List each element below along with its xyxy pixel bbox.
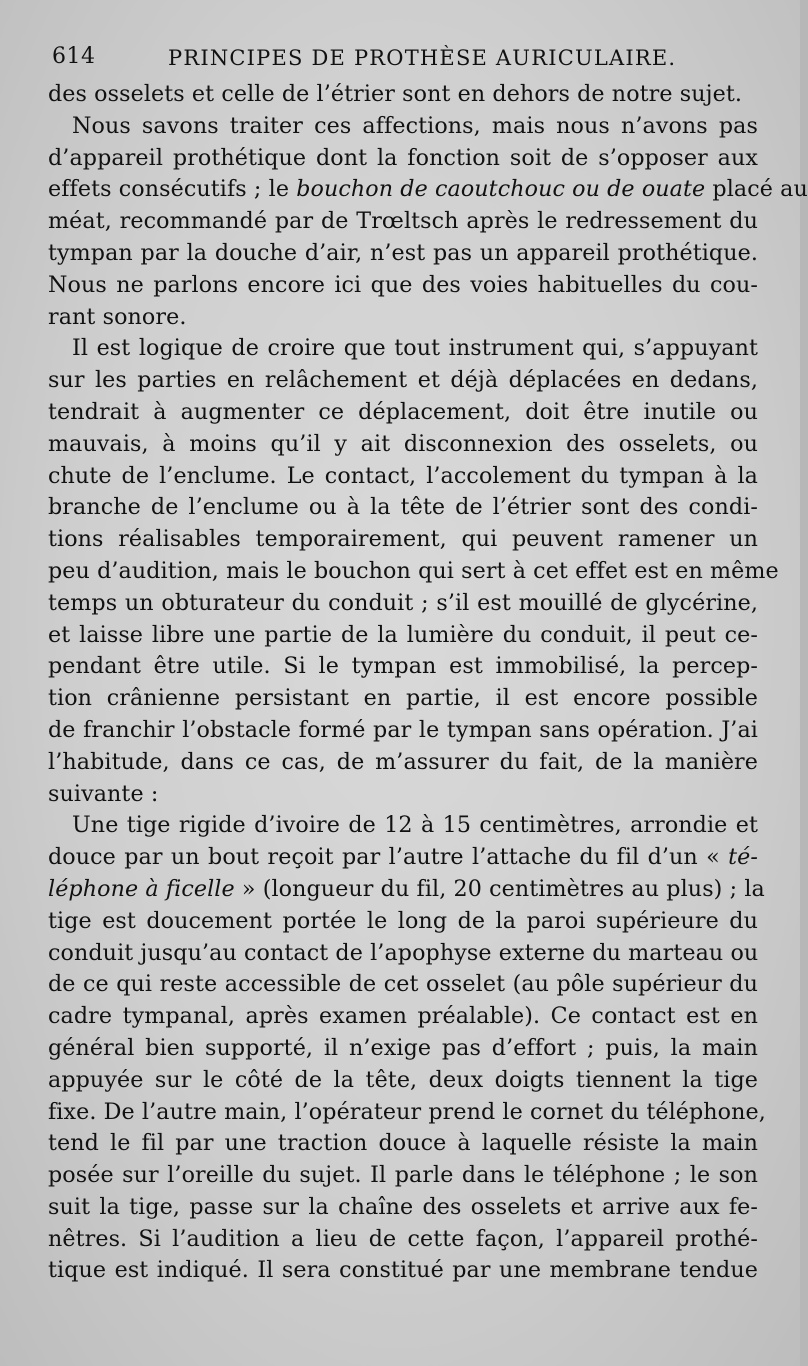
text-line: sur les parties en relâchement et déjà déplacées en dedans, [48,367,758,394]
text-line: de franchir l’obstacle formé par le tympan sans opération. J’ai [48,716,758,743]
text-line: tige est doucement portée le long de la paroi supérieure du [48,907,758,934]
text-line: général bien supporté, il n’exige pas d’effort ; puis, la main [48,1034,758,1061]
text-line: mauvais, à moins qu’il y ait disconnexion des osselets, ou [48,430,758,457]
text-line: de ce qui reste accessible de cet osselet (au pôle supérieur du [48,971,758,998]
text-line: Nous savons traiter ces affections, mais nous n’avons pas [72,112,758,139]
text-line: douce par un bout reçoit par l’autre l’attache du fil d’un « té- [48,844,758,871]
running-head: PRINCIPES DE PROTHÈSE AURICULAIRE. [168,46,677,70]
text-line: tions réalisables temporairement, qui peuvent ramener un [48,526,758,553]
text-line: tend le fil par une traction douce à laquelle résiste la main [48,1130,758,1157]
text-line: temps un obturateur du conduit ; s’il est mouillé de glycérine, [48,589,758,616]
text-line: chute de l’enclume. Le contact, l’accolement du tympan à la [48,462,758,489]
text-line: d’appareil prothétique dont la fonction soit de s’opposer aux [48,144,758,171]
text-line: méat, recommandé par de Trœltsch après le redressement du [48,208,758,235]
text-line: effets consécutifs ; le bouchon de caoutchouc ou de ouate placé au [48,176,808,203]
text-line: l’habitude, dans ce cas, de m’assurer du fait, de la manière [48,748,758,775]
text-line: Une tige rigide d’ivoire de 12 à 15 centimètres, arrondie et [72,812,758,839]
text-line: tique est indiqué. Il sera constitué par une membrane tendue [48,1257,758,1284]
text-line: nêtres. Si l’audition a lieu de cette façon, l’appareil prothé- [48,1225,758,1252]
page-header [52,38,760,72]
text-line: pendant être utile. Si le tympan est immobilisé, la percep- [48,653,758,680]
text-line: peu d’audition, mais le bouchon qui sert à cet effet est en même [48,557,779,584]
italic-phrase: bouchon de caoutchouc ou de ouate [296,176,706,203]
text-line: rant sonore. [48,303,187,330]
body-text [48,79,808,1287]
text-line: tion crânienne persistant en partie, il est encore possible [48,685,758,712]
italic-phrase: té- [728,844,758,871]
text-line: posée sur l’oreille du sujet. Il parle dans le téléphone ; le son [48,1162,758,1189]
italic-phrase: léphone à ficelle [48,875,235,902]
text-line: conduit jusqu’au contact de l’apophyse externe du marteau ou [48,939,759,966]
text-line: et laisse libre une partie de la lumière du conduit, il peut ce- [48,621,758,648]
text-line: fixe. De l’autre main, l’opérateur prend le cornet du téléphone, [48,1098,766,1125]
text-line: branche de l’enclume ou à la tête de l’étrier sont des condi- [48,494,758,521]
text-line: cadre tympanal, après examen préalable). Ce contact est en [48,1003,758,1030]
text-line: tympan par la douche d’air, n’est pas un appareil prothétique. [48,239,758,266]
text-line: tendrait à augmenter ce déplacement, doit être inutile ou [48,398,758,425]
text-line: suivante : [48,780,159,807]
text-line: suit la tige, passe sur la chaîne des osselets et arrive aux fe- [48,1193,758,1220]
text-line: Il est logique de croire que tout instrument qui, s’appuyant [72,335,758,362]
page-number: 614 [52,44,96,69]
text-line: des osselets et celle de l’étrier sont en dehors de notre sujet. [48,81,743,107]
text-line: appuyée sur le côté de la tête, deux doigts tiennent la tige [48,1066,758,1093]
text-line: Nous ne parlons encore ici que des voies habituelles du cou- [48,271,758,298]
text-line: léphone à ficelle » (longueur du fil, 20 centimètres au plus) ; la [48,875,765,902]
